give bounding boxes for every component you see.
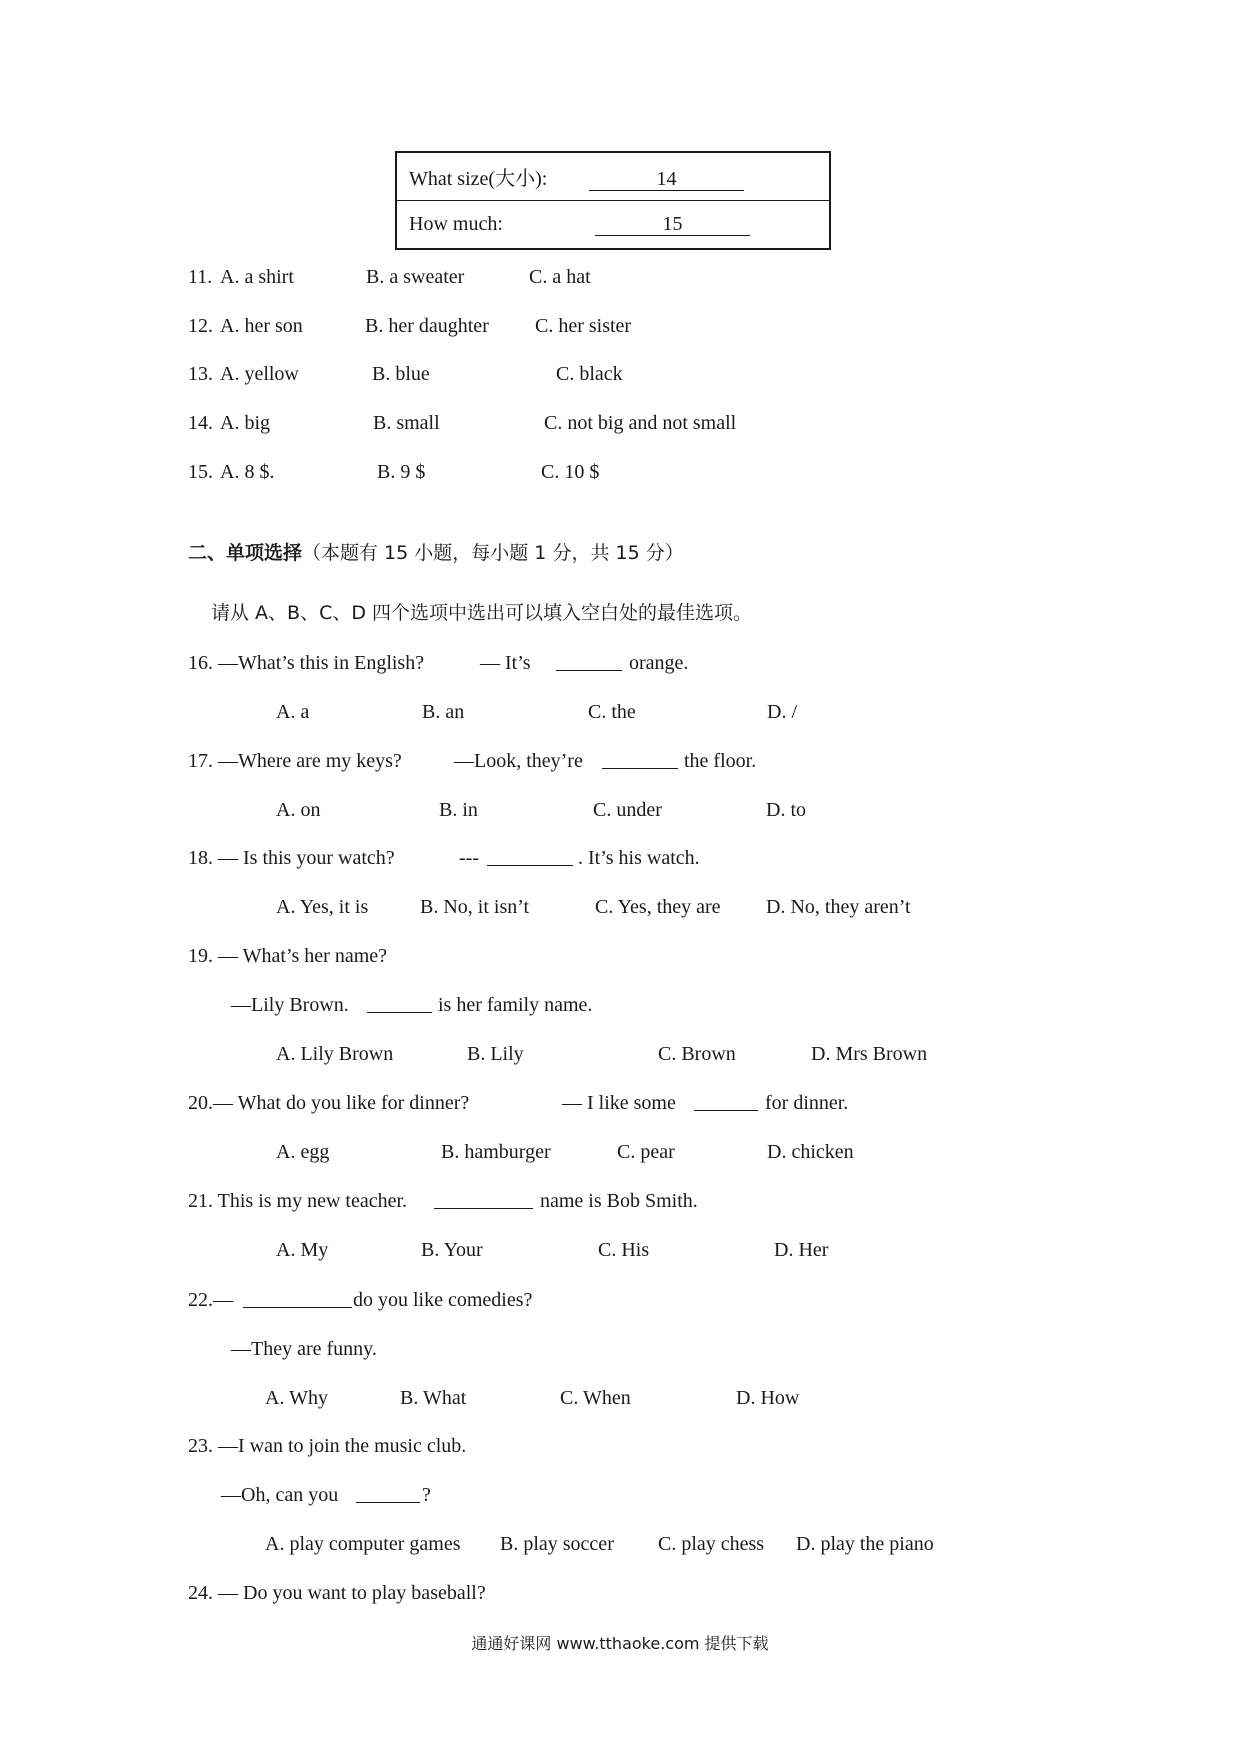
option-b: B. Your xyxy=(421,1239,483,1261)
option-b: B. play soccer xyxy=(500,1533,614,1555)
price-value: 15 xyxy=(595,213,750,236)
option-a: A. Lily Brown xyxy=(276,1043,394,1065)
table-cell xyxy=(396,201,830,250)
option-b: B. small xyxy=(373,412,440,434)
info-table xyxy=(395,151,831,250)
question-number: 15. xyxy=(188,461,213,483)
option-a: A. play computer games xyxy=(265,1533,461,1555)
question-number: 13. xyxy=(188,363,213,385)
option-a: A. big xyxy=(220,412,270,434)
option-b: B. 9 $ xyxy=(377,461,426,483)
option-b: B. hamburger xyxy=(441,1141,551,1163)
question-stem-part: . It’s his watch. xyxy=(578,847,700,869)
option-d: D. chicken xyxy=(767,1141,854,1163)
question-stem: 22.— xyxy=(188,1289,233,1311)
question-stem: 18. — Is this your watch? xyxy=(188,847,395,869)
question-number: 12. xyxy=(188,315,213,337)
option-a: A. a shirt xyxy=(220,266,294,288)
option-a: A. on xyxy=(276,799,321,821)
question-number: 11. xyxy=(188,266,213,288)
question-stem-part: — It’s xyxy=(480,652,531,674)
option-a: A. Yes, it is xyxy=(276,896,369,918)
option-c: C. Yes, they are xyxy=(595,896,721,918)
option-b: B. in xyxy=(439,799,478,821)
option-d: D. play the piano xyxy=(796,1533,934,1555)
option-c: C. not big and not small xyxy=(544,412,737,434)
answer-blank[interactable] xyxy=(487,847,573,866)
size-label: What size(大小): xyxy=(409,168,548,190)
question-stem-part: ? xyxy=(422,1484,431,1506)
option-c: C. under xyxy=(593,799,662,821)
option-c: C. the xyxy=(588,701,636,723)
option-b: B. blue xyxy=(372,363,430,385)
option-a: A. yellow xyxy=(220,363,299,385)
question-stem-part: --- xyxy=(459,847,479,869)
section-info: （本题有 15 小题，每小题 1 分，共 15 分） xyxy=(302,542,684,564)
table-cell xyxy=(396,152,830,201)
size-value: 14 xyxy=(589,168,744,191)
question-stem: 16. —What’s this in English? xyxy=(188,652,425,674)
question-stem-part: — I like some xyxy=(562,1092,676,1114)
question-stem: 23. —I wan to join the music club. xyxy=(188,1435,467,1457)
question-stem: 20.— What do you like for dinner? xyxy=(188,1092,470,1114)
question-stem-part: name is Bob Smith. xyxy=(540,1190,698,1212)
page-footer: 通通好课网 www.tthaoke.com 提供下载 xyxy=(471,1634,769,1653)
option-a: A. egg xyxy=(276,1141,330,1163)
option-d: D. to xyxy=(766,799,806,821)
question-stem-part: for dinner. xyxy=(765,1092,849,1114)
answer-blank[interactable] xyxy=(556,652,622,671)
option-c: C. black xyxy=(556,363,623,385)
option-c: C. pear xyxy=(617,1141,675,1163)
question-stem: 21. This is my new teacher. xyxy=(188,1190,408,1212)
question-stem: 17. —Where are my keys? xyxy=(188,750,402,772)
table-row xyxy=(396,152,830,201)
option-c: C. Brown xyxy=(658,1043,736,1065)
section-heading xyxy=(188,541,684,565)
option-d: D. Her xyxy=(774,1239,829,1261)
question-stem-part: —Look, they’re xyxy=(454,750,583,772)
question-stem-part: do you like comedies? xyxy=(353,1289,533,1311)
question-stem: 24. — Do you want to play baseball? xyxy=(188,1582,486,1604)
question-stem-part: —Oh, can you xyxy=(221,1484,339,1506)
question-stem: 19. — What’s her name? xyxy=(188,945,388,967)
question-stem-part: orange. xyxy=(629,652,689,674)
option-d: D. Mrs Brown xyxy=(811,1043,928,1065)
option-a: A. My xyxy=(276,1239,329,1261)
option-d: D. How xyxy=(736,1387,800,1409)
question-stem-part: is her family name. xyxy=(438,994,593,1016)
question-stem-part: the floor. xyxy=(684,750,757,772)
question-stem-part: —Lily Brown. xyxy=(231,994,349,1016)
option-a: A. 8 $. xyxy=(220,461,275,483)
option-b: B. What xyxy=(400,1387,467,1409)
option-b: B. an xyxy=(422,701,465,723)
question-number: 14. xyxy=(188,412,213,434)
option-b: B. No, it isn’t xyxy=(420,896,530,918)
option-c: C. a hat xyxy=(529,266,591,288)
option-c: C. When xyxy=(560,1387,631,1409)
option-a: A. Why xyxy=(265,1387,328,1409)
option-c: C. 10 $ xyxy=(541,461,600,483)
answer-blank[interactable] xyxy=(243,1289,352,1308)
option-d: D. No, they aren’t xyxy=(766,896,911,918)
answer-blank[interactable] xyxy=(602,750,678,769)
answer-blank[interactable] xyxy=(356,1484,420,1503)
section-instruction: 请从 A、B、C、D 四个选项中选出可以填入空白处的最佳选项。 xyxy=(211,602,753,624)
table-row xyxy=(396,201,830,250)
answer-blank[interactable] xyxy=(694,1092,758,1111)
option-c: C. His xyxy=(598,1239,650,1261)
option-d: D. / xyxy=(767,701,797,723)
option-a: A. a xyxy=(276,701,310,723)
option-b: B. a sweater xyxy=(366,266,465,288)
option-c: C. her sister xyxy=(535,315,632,337)
option-b: B. her daughter xyxy=(365,315,489,337)
option-c: C. play chess xyxy=(658,1533,765,1555)
option-a: A. her son xyxy=(220,315,303,337)
answer-blank[interactable] xyxy=(434,1190,533,1209)
section-title: 二、单项选择 xyxy=(188,542,303,564)
answer-blank[interactable] xyxy=(367,994,432,1013)
price-label: How much: xyxy=(409,213,503,235)
question-stem-part: —They are funny. xyxy=(231,1338,377,1360)
option-b: B. Lily xyxy=(467,1043,524,1065)
